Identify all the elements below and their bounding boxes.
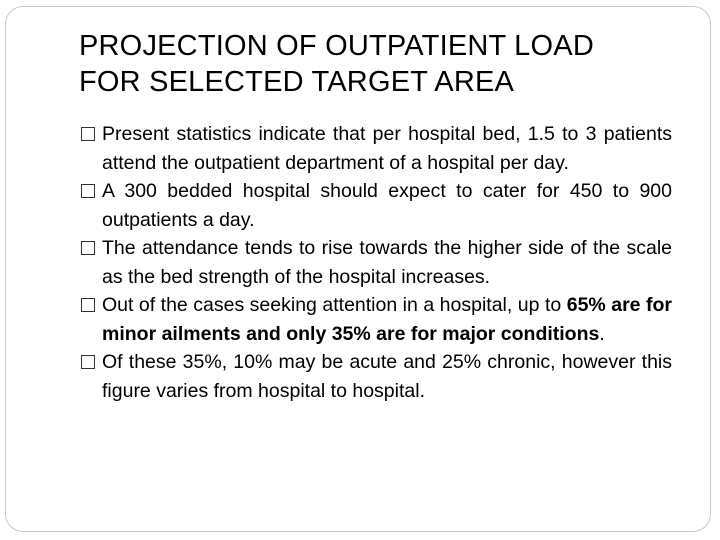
bullet-text-pre: Out of the cases seeking attention in a hospital, up to — [102, 294, 567, 316]
bullet-text: The attendance tends to rise towards the higher side of the scale as the bed strength of the hospital increases. — [102, 237, 672, 288]
title-line-2: FOR SELECTED TARGET AREA — [79, 66, 515, 98]
bullet-text-post: . — [599, 322, 605, 345]
checkbox-square-icon — [81, 241, 95, 255]
bullet-item — [82, 120, 672, 177]
bullet-item — [82, 348, 672, 405]
checkbox-square-icon — [81, 127, 95, 141]
title-line-1: PROJECTION OF OUTPATIENT LOAD — [79, 30, 594, 62]
slide-title — [79, 28, 679, 100]
bullet-text: Present statistics indicate that per hospital bed, 1.5 to 3 patients attend the outpatient department of a hospital per day. — [102, 123, 672, 174]
bullet-list — [82, 120, 672, 405]
checkbox-square-icon — [81, 184, 95, 198]
bullet-text: A 300 bedded hospital should expect to cater for 450 to 900 outpatients a day. — [102, 180, 672, 231]
bullet-item — [82, 291, 672, 348]
bullet-text-bold: 65% are for minor ailments and only 35% are for major conditions — [102, 294, 672, 345]
bullet-text: Of these 35%, 10% may be acute and 25% chronic, however this figure varies from hospital to hospital. — [102, 351, 672, 402]
checkbox-square-icon — [81, 355, 95, 369]
bullet-item — [82, 234, 672, 291]
checkbox-square-icon — [81, 298, 95, 312]
bullet-item — [82, 177, 672, 234]
